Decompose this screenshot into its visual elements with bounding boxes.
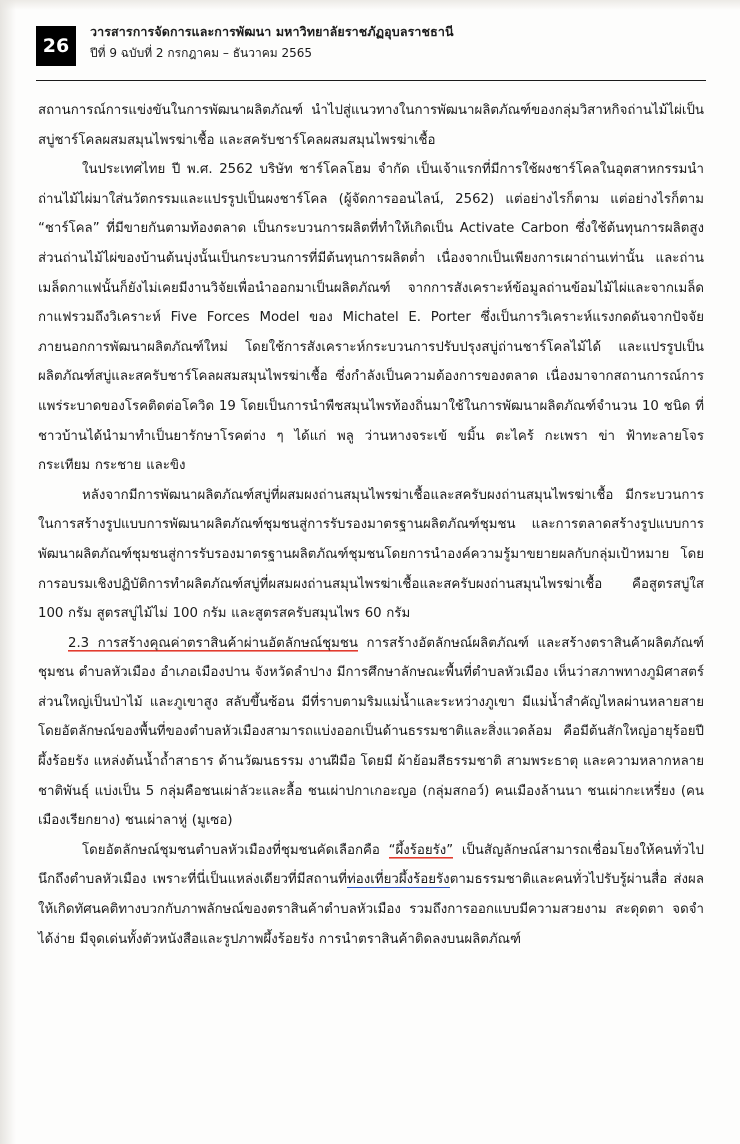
paragraph-5-part-a: โดยอัตลักษณ์ชุมชนตำบลหัวเมืองที่ชุมชนคัดเลือกคือ	[82, 842, 389, 858]
tourism-phrase-underlined: ท่องเที่ยวผึ้งร้อยรัง	[347, 872, 450, 888]
scan-shadow-left	[0, 0, 16, 1144]
brand-identity-quoted: “ผึ้งร้อยรัง”	[388, 842, 454, 858]
paragraph-5-part-b: เป็นสัญลักษณ์สามารถเชื่อมโยงให้คนทั่วไปนึกถึงตำบลหัวเมือง เพราะที่นี่เป็นแหล่งเดียวที่มีสถานที่ท่องเที่ยวผึ้งร้อยรังตามธรรมชาติและคนทั่วไปรับรู้ผ่านสื่อ ส่งผลให้เกิดทัศนคติทางบวกกับภาพลักษณ์ของตราสินค้าตำบลหัวเมือง รวมถึงการออกแบบมีความสวยงาม สะดุดตา จดจำได้ง่าย มีจุดเด่นทั้งตัวหนังสือและรูปภาพผึ้งร้อยรัง การนำตราสินค้าติดลงบนผลิตภัณฑ์	[38, 842, 704, 947]
heading-2-3-underlined: 2.3 การสร้างคุณค่าตราสินค้าผ่านอัตลักษณ์ชุมชน	[68, 635, 359, 651]
paragraph-1: สถานการณ์การแข่งขันในการพัฒนาผลิตภัณฑ์ นำไปสู่แนวทางในการพัฒนาผลิตภัณฑ์ของกลุ่มวิสาหกิจถ่านไม้ไผ่เป็นสบู่ชาร์โคลผสมสมุนไพรฆ่าเชื้อ และสครับชาร์โคลผสมสมุนไพรฆ่าเชื้อ	[38, 103, 704, 148]
paragraph-4-rest: การสร้างอัตลักษณ์ผลิตภัณฑ์ และสร้างตราสินค้าผลิตภัณฑ์ชุมชน ตำบลหัวเมือง อำเภอเมืองปาน จังหวัดลำปาง มีการศึกษาลักษณะพื้นที่ตำบลหัวเมือง เห็นว่าสภาพทางภูมิศาสตร์ ส่วนใหญ่เป็นป่าไม้ และภูเขาสูง สลับขึ้นซ้อน มีที่ราบตามริมแม่น้ำและระหว่างภูเขา มีแม่น้ำสำคัญไหลผ่านหลายสาย โดยอัตลักษณ์ของพื้นที่ของตำบลหัวเมืองสามารถแบ่งออกเป็นด้านธรรมชาติและสิ่งแวดล้อม คือมีต้นสักใหญ่อายุร้อยปี ผึ้งร้อยรัง แหล่งต้นน้ำถ้ำสาธาร ด้านวัฒนธรรม งานฝีมือ โดยมี ผ้าย้อมสีธรรมชาติ สามพระธาตุ และความหลากหลายชาติพันธุ์ แบ่งเป็น 5 กลุ่มคือชนเผ่าลัวะและลื้อ ชนเผ่าปกาเกอะญอ (กลุ่มสกอว์) คนเมืองล้านนา ชนเผ่ากะเหรี่ยง (คนเมืองเรียกยาง) ชนเผ่าลาหู่ (มูเซอ)	[38, 635, 704, 829]
journal-title: วารสารการจัดการและการพัฒนา มหาวิทยาลัยราชภัฏอุบลราชธานี	[90, 24, 454, 39]
paragraph-4	[38, 629, 704, 836]
page-number: 26	[36, 26, 76, 66]
paragraph-3: หลังจากมีการพัฒนาผลิตภัณฑ์สบู่ที่ผสมผงถ่านสมุนไพรฆ่าเชื้อและสครับผงถ่านสมุนไพรฆ่าเชื้อ มีกระบวนการในการสร้างรูปแบบการพัฒนาผลิตภัณฑ์ชุมชนสู่การรับรองมาตรฐานผลิตภัณฑ์ชุมชน และการตลาดสร้างรูปแบบการพัฒนาผลิตภัณฑ์ชุมชนสู่การรับรองมาตรฐานผลิตภัณฑ์ชุมชนโดยการนำองค์ความรู้มาขยายผลกับกลุ่มเป้าหมาย โดยการอบรมเชิงปฏิบัติการทำผลิตภัณฑ์สบู่ที่ผสมผงถ่านสมุนไพรฆ่าเชื้อและสครับผงถ่านสมุนไพรฆ่าเชื้อ คือสูตรสบู่ใส 100 กรัม สูตรสบู่ไม้ไม่ 100 กรัม และสูตรสครับสมุนไพร 60 กรัม	[38, 487, 704, 622]
paragraph-5	[38, 836, 704, 954]
header-texts	[90, 22, 454, 63]
scan-shadow-top	[0, 0, 740, 10]
journal-issue-line: ปีที่ 9 ฉบับที่ 2 กรกฎาคม – ธันวาคม 2565	[90, 46, 313, 60]
page-header	[36, 22, 704, 70]
header-divider	[36, 80, 706, 81]
article-body	[38, 96, 704, 954]
paragraph-2: ในประเทศไทย ปี พ.ศ. 2562 บริษัท ชาร์โคลโฮม จำกัด เป็นเจ้าแรกที่มีการใช้ผงชาร์โคลในอุตสาหกรรมนำถ่านไม้ไผ่มาใส่นวัตกรรมและแปรรูปเป็นผงชาร์โคล (ผู้จัดการออนไลน์, 2562) แต่อย่างไรก็ตาม แต่อย่างไรก็ตาม “ชาร์โคล” ที่มีขายกันตามท้องตลาด เป็นกระบวนการผลิตที่ทำให้เกิดเป็น Activate Carbon ซึ่งใช้ต้นทุนการผลิตสูง ส่วนถ่านไม้ไผ่ของบ้านต้นบุ่งนั้นเป็นกระบวนการที่มีต้นทุนการผลิตต่ำ เนื่องจากเป็นเพียงการเผาถ่านเท่านั้น และถ่านเมล็ดกาแฟนั้นก็ยังไม่เคยมีงานวิจัยเพื่อนำออกมาเป็นผลิตภัณฑ์ จากการสังเคราะห์ข้อมูลถ่านข้อมไม้ไผ่และจากเมล็ดกาแฟรวมถึงวิเคราะห์ Five Forces Model ของ Michatel E. Porter ซึ่งเป็นการวิเคราะห์แรงกดดันจากปัจจัยภายนอกการพัฒนาผลิตภัณฑ์ใหม่ โดยใช้การสังเคราะห์กระบวนการปรับปรุงสบู่ถ่านชาร์โคลไม้ได้ และแปรรูปเป็นผลิตภัณฑ์สบู่และสครับชาร์โคลผสมสมุนไพรฆ่าเชื้อ ซึ่งกำลังเป็นความต้องการของตลาด เนื่องมาจากสถานการณ์การแพร่ระบาดของโรคติดต่อโควิด 19 โดยเป็นการนำพืชสมุนไพรท้องถิ่นมาใช้ในการพัฒนาผลิตภัณฑ์จำนวน 10 ชนิด ที่ชาวบ้านได้นำมาทำเป็นยารักษาโรคต่าง ๆ ได้แก่ พลู ว่านหางจระเข้ ขมิ้น ตะไคร้ กะเพรา ข่า ฟ้าทะลายโจร กระเทียม กระชาย และขิง	[38, 162, 704, 474]
